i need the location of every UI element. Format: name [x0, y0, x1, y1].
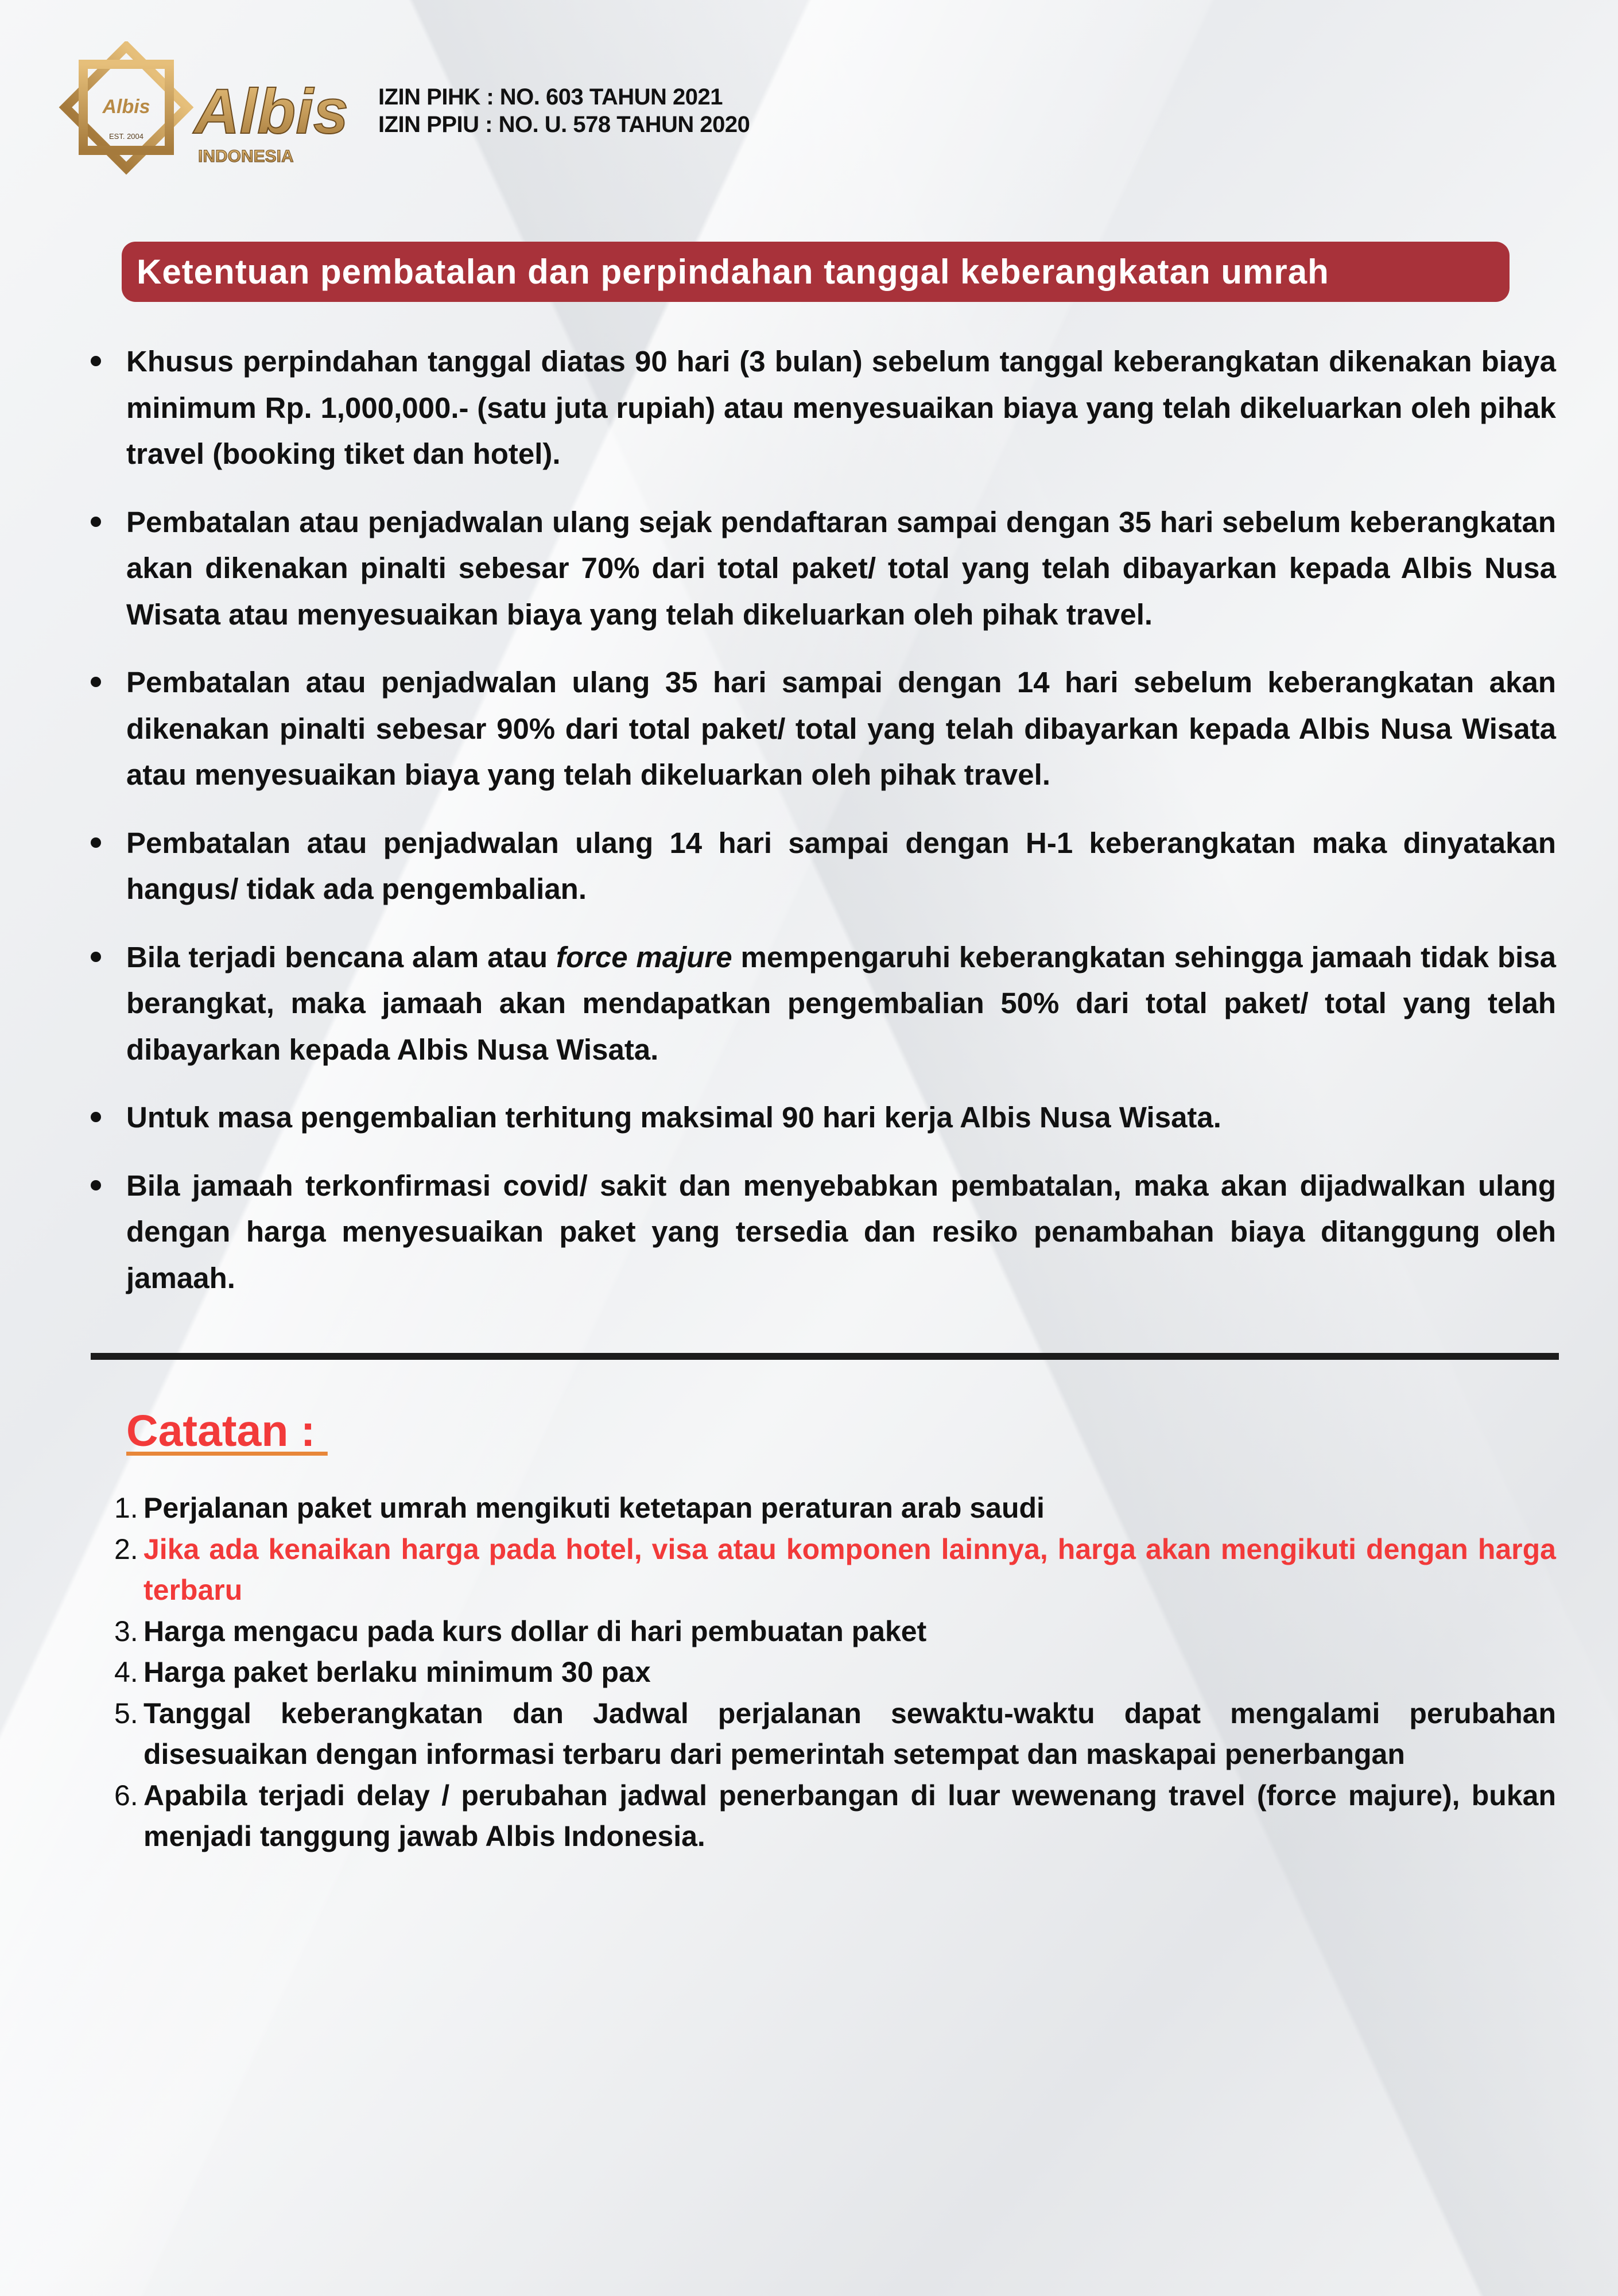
note-item: 4. Harga paket berlaku minimum 30 pax — [114, 1656, 651, 1688]
bullet-icon — [91, 1180, 101, 1190]
rule-item: Pembatalan atau penjadwalan ulang 14 hari sampai dengan H-1 keberangkatan maka dinyatakan hangus/ tidak ada pengembalian. — [91, 820, 1556, 913]
license-ppiu: IZIN PPIU : NO. U. 578 TAHUN 2020 — [378, 112, 750, 137]
logo-sub: INDONESIA — [198, 147, 294, 166]
rule-item: Bila jamaah terkonfirmasi covid/ sakit dan menyebabkan pembatalan, maka akan dijadwalkan ulang dengan harga menyesuaikan paket yang tersedia dan resiko penambahan biaya ditanggung oleh jamaah. — [91, 1163, 1556, 1302]
bullet-icon — [91, 952, 101, 962]
rule-item: Pembatalan atau penjadwalan ulang 35 hari sampai dengan 14 hari sebelum keberangkatan akan dikenakan pinalti sebesar 90% dari total paket/ total yang telah dibayarkan kepada Albis Nusa Wisata atau menyesuaikan biaya yang telah dikeluarkan oleh pihak travel. — [91, 660, 1556, 798]
bullet-icon — [91, 1112, 101, 1122]
note-item: 6. Apabila terjadi delay / perubahan jadwal penerbangan di luar wewenang travel (force majure), bukan menjadi tanggung jawab Albis Indonesia. — [114, 1779, 1556, 1852]
bullet-icon — [91, 677, 101, 687]
license-pihk: IZIN PIHK : NO. 603 TAHUN 2021 — [378, 84, 723, 110]
section-title-banner — [122, 242, 1510, 302]
logo-brand: Albis — [194, 76, 348, 147]
banner-title: Ketentuan pembatalan dan perpindahan tanggal keberangkatan umrah — [137, 253, 1329, 291]
note-item: 5. Tanggal keberangkatan dan Jadwal perjalanan sewaktu-waktu dapat mengalami perubahan disesuaikan dengan informasi terbaru dari pemerintah setempat dan maskapai penerbangan — [114, 1697, 1556, 1770]
bullet-icon — [91, 837, 101, 848]
note-item: 3. Harga mengacu pada kurs dollar di hari pembuatan paket — [114, 1615, 927, 1647]
logo-est: EST. 2004 — [109, 132, 143, 141]
license-info — [378, 83, 750, 138]
note-item: 1. Perjalanan paket umrah mengikuti ketetapan peraturan arab saudi — [114, 1492, 1045, 1524]
note-item: 2. Jika ada kenaikan harga pada hotel, visa atau komponen lainnya, harga akan mengikuti dengan harga terbaru — [114, 1533, 1556, 1606]
rule-item: Bila terjadi bencana alam atau force majure mempengaruhi keberangkatan sehingga jamaah tidak bisa berangkat, maka jamaah akan mendapatkan pengembalian 50% dari total paket/ total yang telah dibayarkan kepada Albis Nusa Wisata. — [91, 934, 1556, 1073]
bullet-icon — [91, 517, 101, 527]
rule-item: Pembatalan atau penjadwalan ulang sejak pendaftaran sampai dengan 35 hari sebelum keberangkatan akan dikenakan pinalti sebesar 70% dari total paket/ total yang telah dibayarkan kepada Albis Nusa Wisata atau menyesuaikan biaya yang telah dikeluarkan oleh pihak travel. — [91, 499, 1556, 638]
albis-logo — [57, 41, 356, 179]
main-content — [91, 339, 1559, 1857]
divider — [91, 1353, 1559, 1360]
force-majure-italic: force majure — [556, 940, 732, 974]
emblem-brand: Albis — [102, 96, 150, 118]
notes-list — [114, 1488, 1559, 1857]
rule-item: Untuk masa pengembalian terhitung maksimal 90 hari kerja Albis Nusa Wisata. — [91, 1095, 1556, 1141]
bullet-icon — [91, 356, 101, 366]
rule-item: Khusus perpindahan tanggal diatas 90 hari (3 bulan) sebelum tanggal keberangkatan dikenakan biaya minimum Rp. 1,000,000.- (satu juta rupiah) atau menyesuaikan biaya yang telah dikeluarkan oleh pihak travel (booking tiket dan hotel). — [91, 339, 1556, 478]
notes-title: Catatan : — [126, 1406, 328, 1456]
